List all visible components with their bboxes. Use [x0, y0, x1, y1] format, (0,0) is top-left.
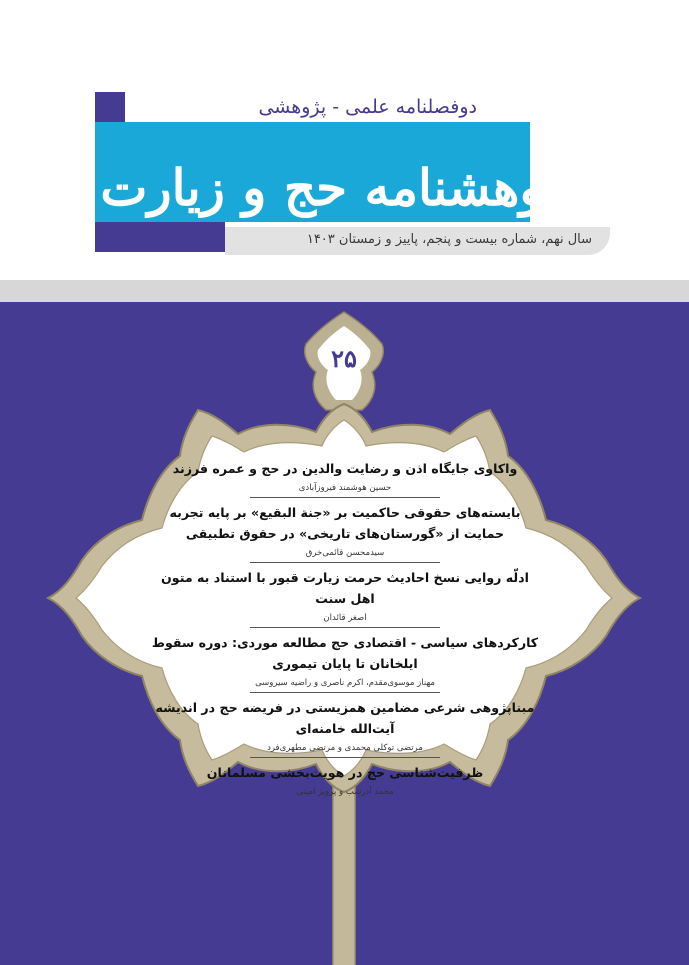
article-divider: [250, 562, 440, 563]
article-item[interactable]: [150, 762, 540, 799]
article-authors: اصغر قائدان: [323, 613, 367, 623]
issue-number-badge: ۲۵: [331, 344, 357, 373]
article-item[interactable]: [150, 567, 540, 625]
article-divider: [250, 497, 440, 498]
logo-accent-foot: [95, 220, 225, 252]
article-authors: مهناز موسوی‌مقدم، اکرم ناصری و راضیه سیروسی: [255, 678, 435, 688]
article-authors: مرتضی توکلی محمدی و مرتضی مطهری‌فرد: [267, 743, 423, 753]
article-authors: حسین هوشمند فیروزآبادی: [298, 483, 392, 493]
article-title: واکاوی جایگاه اذن و رضایت والدین در حج و عمره فرزند: [172, 461, 518, 476]
article-title: ادلّه روایی نسخ احادیث حرمت زیارت قبور با استناد به متون اهل سنت: [161, 570, 529, 606]
article-divider: [250, 692, 440, 693]
issue-band: [225, 227, 610, 255]
article-item[interactable]: [150, 632, 540, 690]
article-title: کارکردهای سیاسی - اقتصادی حج مطالعه موردی: دوره سقوط ایلخانان تا پایان تیموری: [151, 635, 539, 671]
divider-band: [0, 280, 689, 302]
frame-staff: [333, 780, 355, 965]
journal-kicker: دوفصلنامه علمی - پژوهشی: [258, 96, 477, 118]
journal-logo: [95, 92, 615, 252]
journal-title: پژوهشنامه حج و زیارت: [100, 158, 585, 217]
article-authors: سیدمحسن قائمی‌خرق: [305, 548, 385, 558]
article-divider: [250, 627, 440, 628]
article-title: بایسته‌های حقوقی حاکمیت بر «جنة البقیع» بر پایه تجربه حمایت از «گورستان‌های تاریخی» در حقوق تطبیقی: [169, 505, 521, 541]
article-divider: [250, 757, 440, 758]
issue-line: سال نهم، شماره بیست و پنجم، پاییز و زمستان ۱۴۰۳: [306, 232, 592, 247]
article-item[interactable]: [150, 697, 540, 755]
article-item[interactable]: [150, 502, 540, 560]
table-of-contents: [150, 458, 540, 799]
article-title: ظرفیت‌شناسی حج در هویت‌بخشی مسلمانان: [206, 765, 484, 780]
article-authors: محمد آذرشب و پرویز امینی: [296, 787, 394, 797]
logo-title-band: [95, 122, 585, 222]
article-title: مبناپژوهی شرعی مضامین همزیستی در فریضه حج در اندیشه آیت‌الله خامنه‌ای: [155, 700, 535, 736]
article-item[interactable]: [150, 458, 540, 495]
